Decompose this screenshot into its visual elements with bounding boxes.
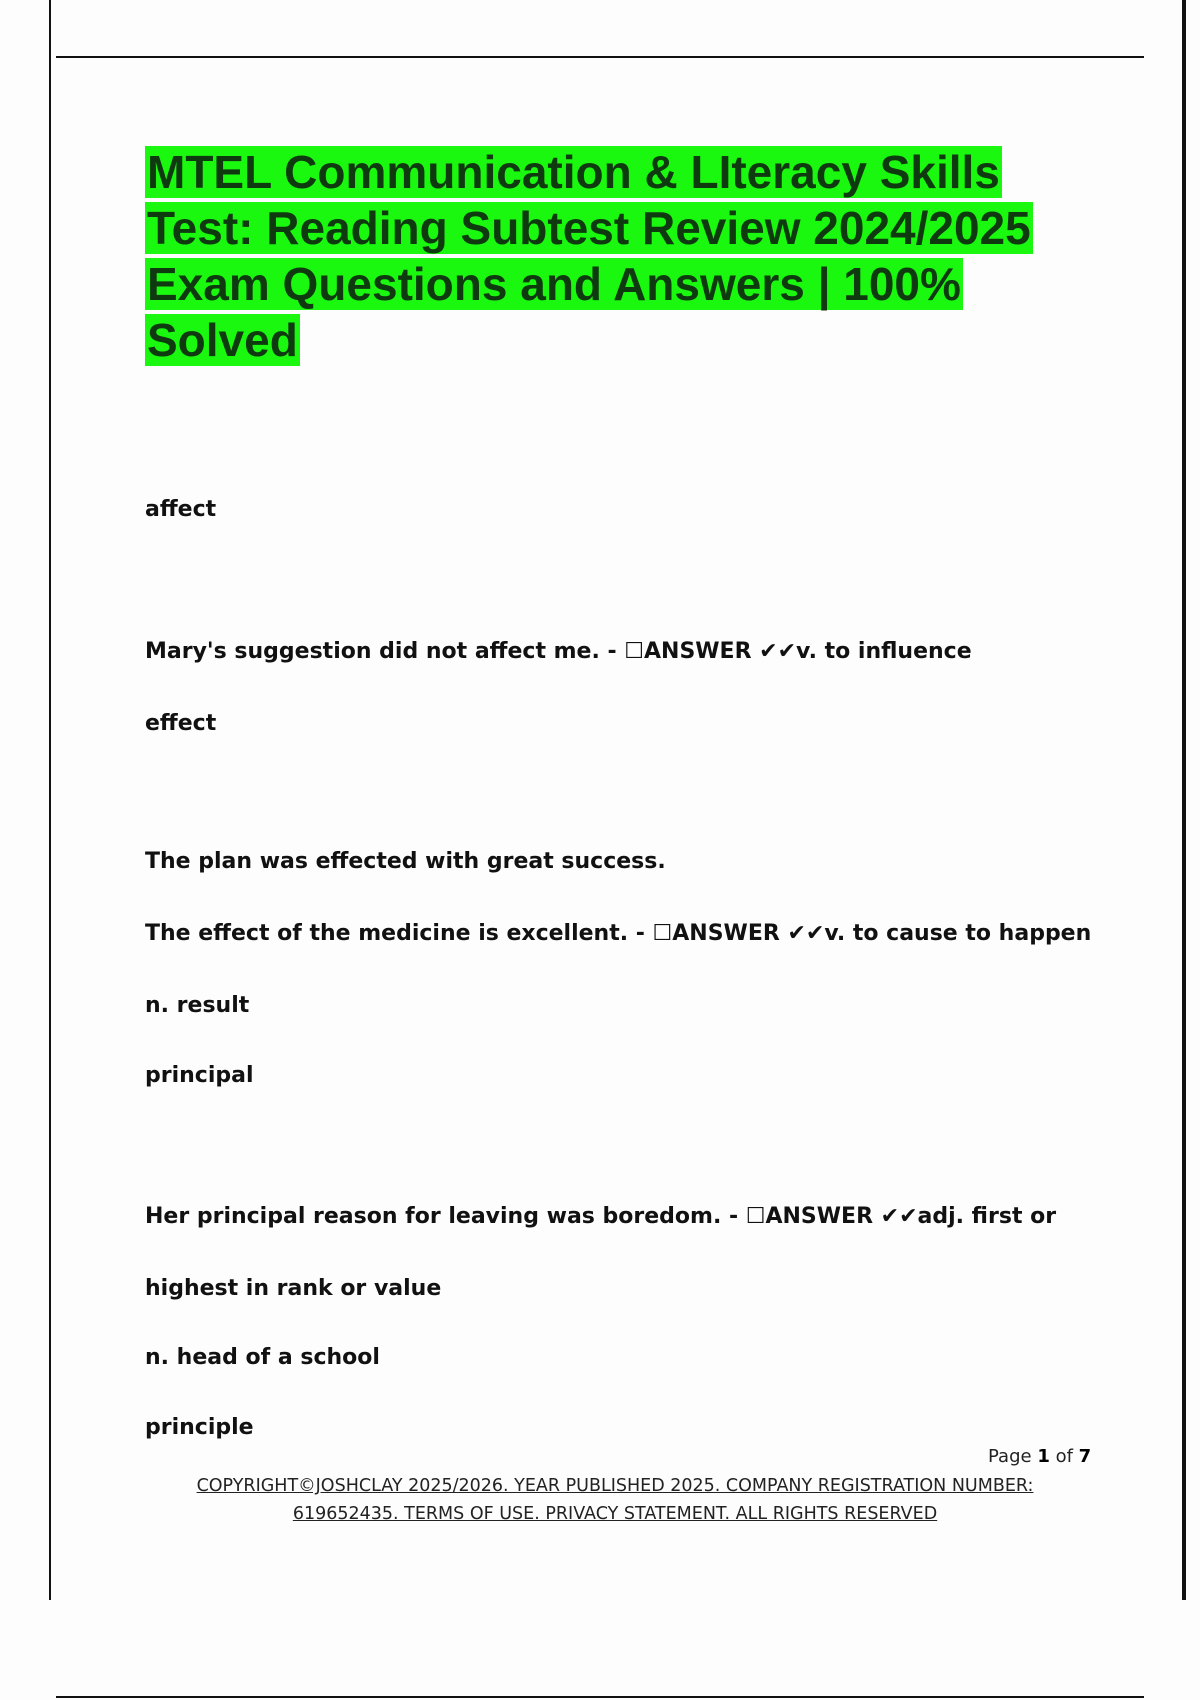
document-title: [145, 144, 1095, 368]
header-rule: [56, 56, 1144, 58]
page-current: 1: [1037, 1446, 1050, 1467]
question-answer-line: Her principal reason for leaving was boredom. - ☐ANSWER ✔✔adj. first or: [145, 1204, 1057, 1229]
document-title-text: MTEL Communication & LIteracy Skills Test: Reading Subtest Review 2024/2025 Exam Questions and Answers | 100% Solved: [147, 146, 1031, 366]
page-total: 7: [1078, 1446, 1092, 1467]
page-of: of: [1055, 1446, 1073, 1467]
term-principle: principle: [145, 1415, 254, 1440]
question-answer-line: Mary's suggestion did not affect me. - ☐ANSWER ✔✔v. to influence: [145, 639, 972, 664]
term-principal: principal: [145, 1063, 254, 1088]
definition-line: n. result: [145, 993, 250, 1018]
copyright-line-2: 619652435. TERMS OF USE. PRIVACY STATEMENT. ALL RIGHTS RESERVED: [292, 1504, 938, 1524]
definition-line: n. head of a school: [145, 1345, 380, 1370]
page-border-left: [49, 0, 51, 1600]
page-label: Page: [988, 1446, 1032, 1467]
definition-line: highest in rank or value: [145, 1276, 442, 1301]
page-number: [988, 1446, 1091, 1467]
term-affect: affect: [145, 497, 217, 522]
copyright-notice: [150, 1472, 1080, 1528]
footer-rule: [56, 1696, 1144, 1698]
question-answer-line: The effect of the medicine is excellent. - ☐ANSWER ✔✔v. to cause to happen: [145, 921, 1092, 946]
term-effect: effect: [145, 711, 217, 736]
copyright-line-1: COPYRIGHT©JOSHCLAY 2025/2026. YEAR PUBLISHED 2025. COMPANY REGISTRATION NUMBER:: [196, 1476, 1034, 1496]
page-border-right: [1182, 0, 1186, 1600]
example-line: The plan was effected with great success.: [145, 849, 666, 874]
